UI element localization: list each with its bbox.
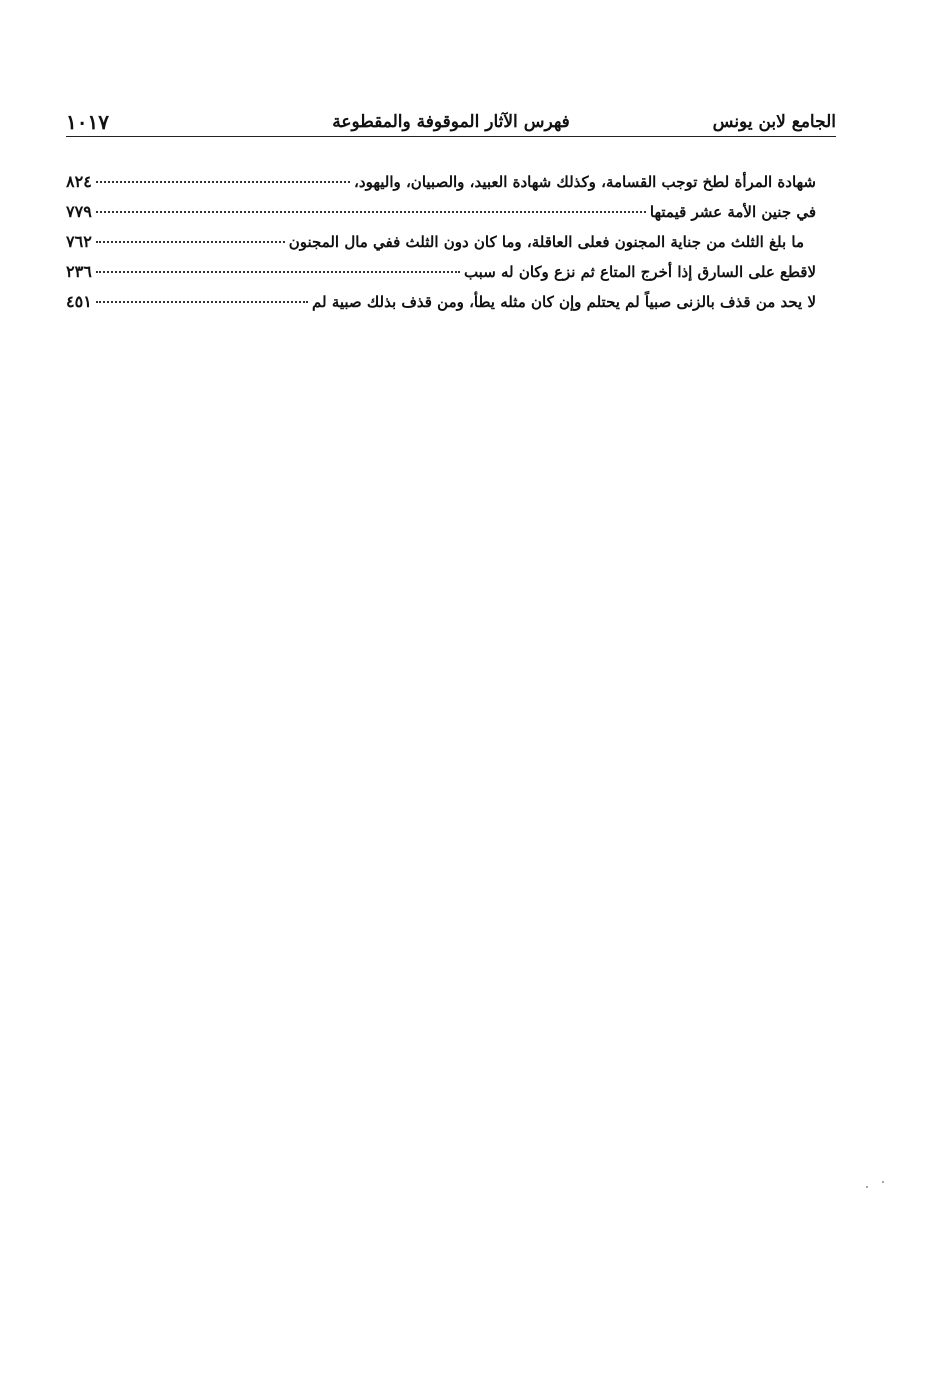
section-title: فهرس الآثار الموقوفة والمقطوعة [332, 112, 570, 132]
dot-leader [96, 211, 646, 213]
index-entry [66, 292, 816, 322]
dot-leader [96, 301, 308, 303]
index-entry [66, 172, 816, 202]
dot-leader [96, 241, 285, 243]
index-entry [66, 262, 816, 292]
scan-speck [882, 1181, 884, 1183]
index-entry [66, 232, 816, 262]
dot-leader [96, 271, 460, 273]
scan-speck [866, 1186, 868, 1188]
entry-page-number: ٨٢٤ [66, 172, 92, 191]
running-head [66, 110, 836, 138]
page-number: ١٠١٧ [66, 110, 109, 134]
entry-page-number: ٧٧٩ [66, 202, 92, 221]
entry-text: لاقطع على السارق إذا أخرج المتاع ثم نزع وكان له سبب [463, 263, 816, 281]
header-divider [66, 136, 836, 137]
index-list [66, 172, 816, 322]
entry-page-number: ٢٣٦ [66, 262, 92, 281]
entry-text: في جنين الأمة عشر قيمتها [649, 203, 816, 221]
entry-text: شهادة المرأة لطخ توجب القسامة، وكذلك شهادة العبيد، والصبيان، واليهود، [354, 173, 816, 191]
entry-page-number: ٤٥١ [66, 292, 92, 311]
entry-page-number: ٧٦٢ [66, 232, 92, 251]
entry-text: لا يحد من قذف بالزنى صبياً لم يحتلم وإن كان مثله يطأ، ومن قذف بذلك صبية لم [312, 293, 816, 311]
book-title: الجامع لابن يونس [712, 112, 836, 132]
dot-leader [96, 181, 350, 183]
index-entry [66, 202, 816, 232]
entry-text: ما بلغ الثلث من جناية المجنون فعلى العاقلة، وما كان دون الثلث ففي مال المجنون [288, 233, 804, 251]
